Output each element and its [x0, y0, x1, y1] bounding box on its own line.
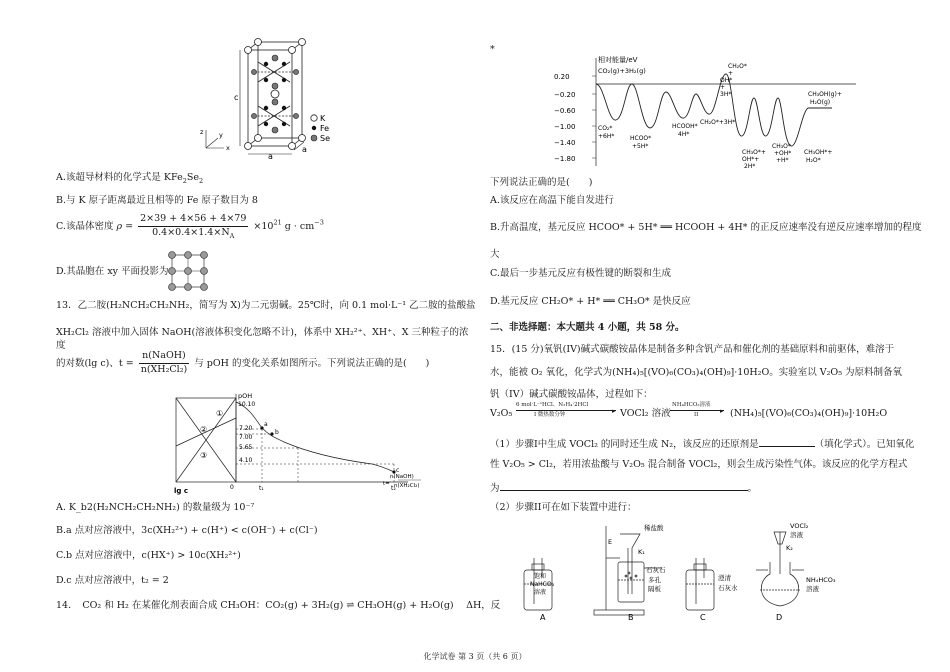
energy-tick-5: −1.40 — [554, 139, 576, 147]
chart-t1-label: t₁ — [259, 485, 264, 492]
flow-arrow-2-top: NH₄HCO₃溶液 — [672, 402, 711, 408]
page-footer: 化学试卷 第 3 页（共 6 页） — [423, 652, 527, 661]
apparatus-b-plate-1: 多孔 — [648, 576, 661, 584]
apparatus-a-label: A — [540, 613, 546, 622]
q14-option-d: D.基元反应 CH₂O* + H* ══ CH₃O* 是快反应 — [490, 296, 691, 307]
apparatus-c-text-2: 石灰水 — [718, 584, 738, 592]
q14-option-b-cont: 大 — [490, 249, 500, 260]
q13-line-1: 13．乙二胺(H₂NCH₂CH₂NH₂，简写为 X)为二元弱碱。25℃时，向 0.1 mol·L⁻¹ 乙二胺的盐酸盐 — [56, 300, 476, 311]
energy-species-2a: HCOO* — [630, 135, 652, 142]
crystal-c-label: c — [234, 93, 239, 102]
energy-species-2b: +5H* — [632, 143, 649, 150]
q12-option-b: B.与 K 原子距离最近且相等的 Fe 原子数目为 8 — [56, 195, 258, 206]
axis-z-label: z — [200, 128, 204, 136]
flow-mid: VOCl₂ 溶液 — [620, 408, 671, 419]
crystal-cell-figure — [196, 38, 386, 160]
chart-t-axis-num: n(NaOH) — [390, 474, 414, 480]
crystal-a-label: a — [268, 152, 273, 160]
chart-t-axis-den: n(XH₂Cl₂) — [394, 483, 420, 489]
q13-chart — [172, 392, 422, 496]
chart-region-2: ② — [200, 425, 208, 434]
flow-start: V₂O₅ — [490, 408, 513, 419]
q15-part1-line-3: 为 。 — [490, 480, 757, 496]
energy-species-5e: 3H* — [720, 91, 732, 98]
energy-species-5b: + — [728, 70, 734, 77]
q12-option-c: C.该晶体密度 ρ = $\frac{2\times 39 + 4\times 56 + 4\times 79}{0.4\times 0.4\times 1.4\times N_A}$ $\times 10^{21}$ $g \cdot cm^{-3}$ — [56, 213, 324, 240]
flow-arrow-1-bottom: I 微热数分钟 — [534, 412, 566, 418]
q12-option-a: A.该超导材料的化学式是 $KFe_2Se_2$ — [56, 172, 204, 185]
energy-species-6a: CH₃O*+ — [742, 149, 766, 156]
chart-tick-4: 5.65 — [239, 444, 253, 451]
chart-t2-label: t₂ — [391, 485, 396, 492]
legend-se: Se — [320, 134, 330, 143]
q13-line-3: 的对数(lg c)、t = $\frac{\text{n(NaOH)}}{\text{n(XH₂Cl₂)}}$ 与 pOH 的变化关系如图所示。下列说法正确的是( ) — [56, 350, 430, 375]
apparatus-d-nh-1: NH₄HCO₃ — [806, 576, 836, 584]
apparatus-b-k1: K₁ — [638, 548, 645, 556]
q15-line-2: 水，能被 O₂ 氧化，化学式为(NH₄)₅[(VO)₆(CO₃)₄(OH)₉]·10H₂O。实验室以 V₂O₅ 为原料制备氧 — [490, 367, 903, 378]
energy-species-1b: +6H* — [598, 133, 615, 140]
apparatus-b-stone: 石灰石 — [646, 566, 666, 574]
q14-option-a: A.该反应在高温下能自发进行 — [490, 195, 614, 206]
xy-projection-figure — [166, 251, 214, 291]
chart-label-a: a — [264, 421, 268, 428]
apparatus-b-acid: 稀盐酸 — [644, 524, 664, 532]
apparatus-a-text-2: NaHCO₃ — [530, 581, 554, 588]
q15-flow — [490, 402, 910, 426]
chart-tick-2: 7.20 — [239, 425, 253, 432]
chart-tick-3: 7.00 — [239, 434, 253, 441]
chart-tick-1: 10.10 — [238, 401, 256, 408]
energy-tick-1: 0.20 — [554, 73, 570, 81]
energy-species-1a: CO₂* — [598, 125, 613, 132]
section-2-heading: 二、非选择题：本大题共 4 小题，共 58 分。 — [490, 322, 685, 333]
q13-line-2: XH₂Cl₂ 溶液中加入固体 NaOH(溶液体积变化忽略不计)，体系中 XH₂²⁺、XH⁺、X 三种粒子的浓度 — [56, 327, 469, 351]
apparatus-d-label: D — [776, 613, 783, 622]
energy-species-3a: HCOOH* — [672, 123, 698, 130]
chart-region-1: ① — [216, 409, 224, 418]
flow-arrow-2-bottom: II — [694, 412, 699, 418]
flow-arrow-2-head: ▸ — [720, 407, 724, 415]
chart-tick-5: 4.10 — [239, 457, 253, 464]
energy-species-9a: CH₃OH(g)+ — [808, 91, 842, 98]
answer-blank-equation[interactable] — [500, 480, 748, 491]
q15-part2: （2）步骤II可在如下装置中进行： — [490, 502, 637, 513]
legend-k: K — [320, 114, 326, 123]
answer-blank-reductant[interactable] — [759, 436, 815, 447]
energy-species-7c: +H* — [776, 157, 789, 164]
energy-species-5d: + — [720, 84, 726, 91]
energy-tick-3: −0.60 — [554, 107, 576, 115]
star-mark: * — [490, 44, 495, 55]
apparatus-b-e: E — [608, 538, 613, 546]
apparatus-c-label: C — [700, 613, 706, 622]
apparatus-figure — [510, 518, 880, 624]
energy-tick-4: −1.00 — [554, 123, 576, 131]
energy-profile-chart — [534, 54, 864, 172]
energy-species-8a: CH₃OH*+ — [804, 149, 833, 156]
q12-option-d: D.其晶胞在 xy 平面投影为 — [56, 266, 169, 277]
legend-fe: Fe — [320, 124, 330, 133]
axis-y-label: y — [219, 131, 223, 139]
chart-region-3: ③ — [200, 451, 208, 460]
flow-arrow-2 — [670, 410, 724, 411]
crystal-a-label-2: a — [302, 145, 307, 154]
q15-line-1: 15．(15 分)氧钒(IV)碱式碳酸铵晶体是制备多种含钒产品和催化剂的基础原料和前驱体，难溶于 — [490, 344, 895, 355]
q13-option-c: C.b 点对应溶液中，c(HX⁺) > 10c(XH₂²⁺) — [56, 550, 241, 561]
flow-end: (NH₄)₅[(VO)₆(CO₃)₄(OH)₉]·10H₂O — [730, 408, 888, 419]
apparatus-d-voc-2: 溶液 — [790, 531, 803, 539]
apparatus-d-k2: K₂ — [786, 544, 793, 552]
energy-species-4: CH₂O*+3H* — [700, 119, 736, 126]
crystal-atoms — [245, 39, 306, 150]
energy-species-9b: H₂O(g) — [810, 99, 831, 106]
apparatus-b-plate-2: 隔板 — [648, 585, 661, 593]
q14-stem: 14． CO₂ 和 H₂ 在某催化剂表面合成 CH₃OH：CO₂(g) + 3H₂(g) ⇌ CH₃OH(g) + H₂O(g) ΔH，反 — [56, 600, 501, 611]
chart-tick-6: 0 — [230, 484, 234, 491]
energy-species-6c: 2H* — [744, 163, 756, 170]
energy-species-7a: CH₃O* — [772, 143, 791, 150]
q13-option-d: D.c 点对应溶液中，t₂ = 2 — [56, 575, 169, 586]
chart-poh-label: pOH — [238, 392, 253, 400]
flow-arrow-1-head: ▸ — [612, 407, 616, 415]
q13-option-b: B.a 点对应溶液中，3c(XH₂²⁺) + c(H⁺) < c(OH⁻) + c(Cl⁻) — [56, 525, 318, 536]
chart-label-b: b — [275, 429, 279, 436]
flow-arrow-1-top: 6 mol·L⁻¹HCl、N₂H₄·2HCl — [516, 402, 589, 408]
energy-species-6b: OH*+ — [742, 156, 760, 163]
energy-ylabel: 相对能量/eV — [598, 56, 638, 64]
chart-t-prefix: t= — [383, 481, 390, 487]
apparatus-d-voc-1: VOCl₂ — [790, 522, 809, 530]
energy-species-8b: H₂O* — [806, 157, 821, 164]
chart-xlabel: lg c — [174, 487, 188, 495]
chart-point-b — [270, 432, 273, 435]
apparatus-d-nh-2: 溶液 — [806, 585, 819, 593]
axis-x-label: x — [226, 144, 230, 152]
flow-arrow-1 — [516, 410, 616, 411]
energy-species-3b: 4H* — [678, 131, 690, 138]
q14-question: 下列说法正确的是( ) — [490, 177, 593, 188]
q14-option-b: B.升高温度，基元反应 HCOO* + 5H* ══ HCOOH + 4H* 的正反应速率没有逆反应速率增加的程度 — [490, 222, 922, 233]
apparatus-b-label: B — [628, 613, 634, 622]
energy-species-5c: OH* — [720, 77, 733, 84]
q14-option-c: C.最后一步基元反应有极性键的断裂和生成 — [490, 268, 671, 279]
apparatus-a-text-3: 溶液 — [534, 589, 547, 596]
apparatus-c-text-1: 澄清 — [718, 574, 731, 582]
apparatus-a-text-1: 饱和 — [534, 573, 547, 580]
chart-label-c: c — [396, 467, 400, 474]
energy-species-5a: CH₂O* — [728, 63, 747, 70]
energy-species-7b: +OH* — [774, 150, 792, 157]
energy-tick-2: −0.20 — [554, 91, 576, 99]
energy-tick-6: −1.80 — [554, 155, 576, 163]
q13-option-a: A. K_b2(H₂NCH₂CH₂NH₂) 的数量级为 10⁻⁷ — [56, 502, 255, 513]
q15-line-3: 钒（IV）碱式碳酸铵晶体，过程如下： — [490, 389, 653, 400]
q15-part1-line-2: 性 V₂O₅ > Cl₂，若用浓盐酸与 V₂O₅ 混合制备 VOCl₂，则会生成污染性气体。该反应的化学方程式 — [490, 459, 908, 470]
energy-start-label: CO₂(g)+3H₂(g) — [598, 67, 646, 75]
q15-part1-line-1: （1）步骤I中生成 VOCl₂ 的同时还生成 N₂，该反应的还原剂是 （填化学式）。已知氧化 — [490, 436, 914, 452]
